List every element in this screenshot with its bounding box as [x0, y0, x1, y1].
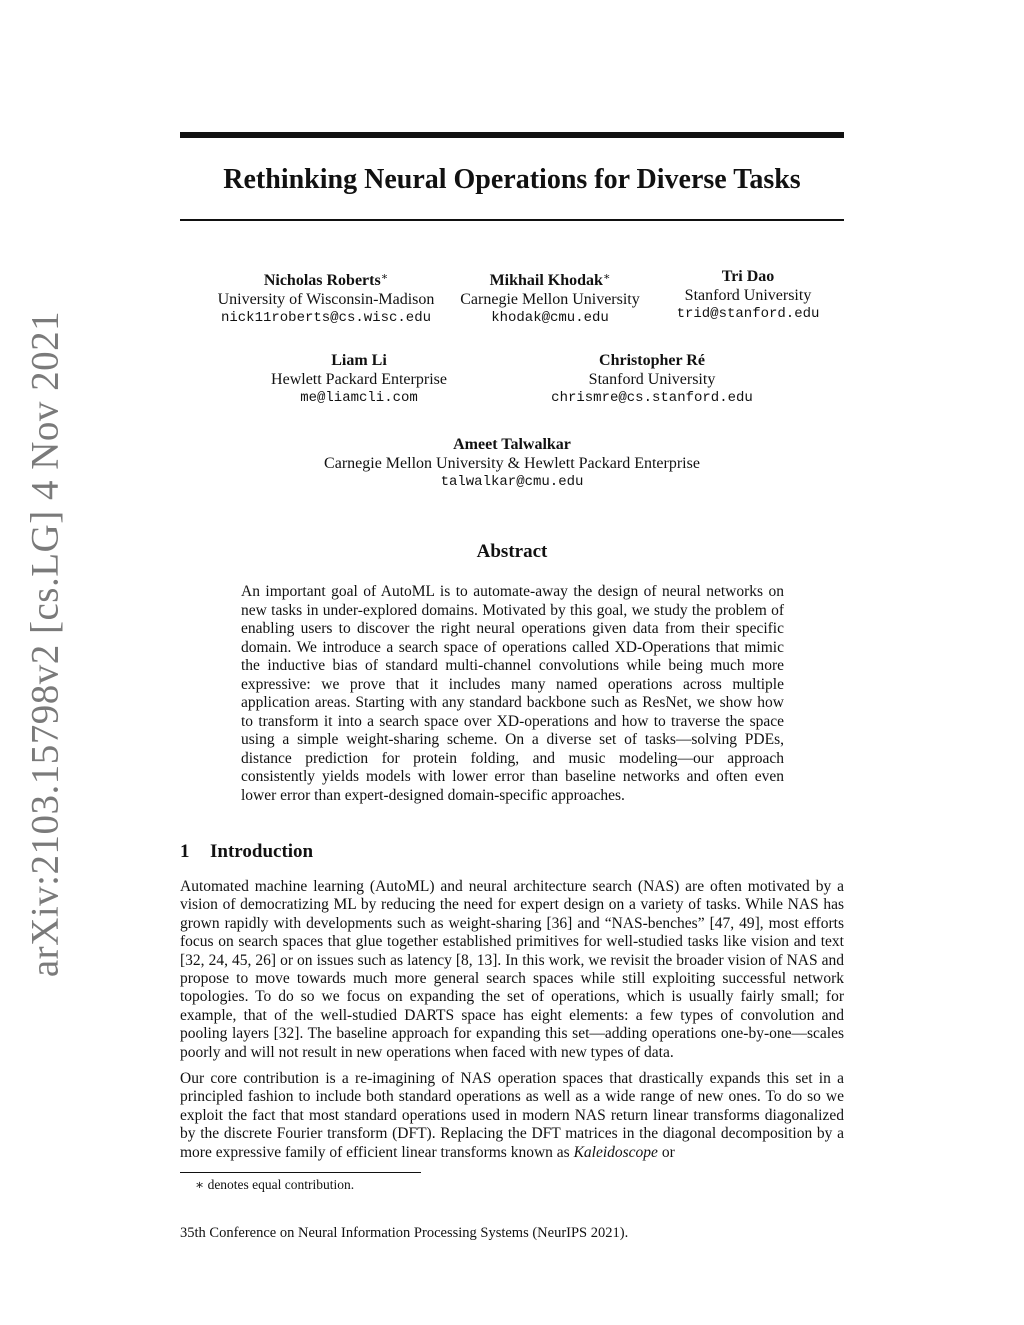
author-email: khodak@cmu.edu — [491, 310, 609, 326]
author-block — [536, 352, 768, 408]
section-number: 1 — [180, 841, 190, 862]
abstract-text: An important goal of AutoML is to automate-away the design of neural networks on new tasks in under-explored domains. Motivated by this goal, we study the problem of enabling users to discover the right neural operations given data from their specific domain. We introduce a search space of operations called XD-Operations that mimic the inductive bias of standard multi-channel convolutions while being much more expressive: we prove that it includes many named operations across multiple application areas. Starting with any standard backbone such as ResNet, we show how to transform it into a search space over XD-operations and how to traverse the space using a simple weight-sharing scheme. On a diverse set of tasks—solving PDEs, distance prediction for protein folding, and music modeling—our approach consistently yields models with lower error than baseline networks and often even lower error than expert-designed domain-specific approaches. — [241, 583, 784, 804]
author-email: talwalkar@cmu.edu — [440, 474, 584, 490]
intro-paragraph-1: Automated machine learning (AutoML) and neural architecture search (NAS) are often motivated by a vision of democratizing ML by reducing the need for expert design on a variety of tasks. While NAS has grown rapidly with developments such as weight-sharing [36] and “NAS-benches” [47, 49], most efforts focus on search spaces that glue together established primitives for well-studied tasks like vision and text [32, 24, 45, 26] or on issues such as latency [8, 13]. In this work, we revisit the broader vision of NAS and propose to move towards much more general search spaces while still exploiting successful network topologies. To do so we focus on expanding the set of operations, which is usually fairly small; for example, that of the well-studied DARTS space has eight elements: a few types of convolution and pooling layers [32]. The baseline approach for expanding this set—adding operations one-by-one—scales poorly and will not result in new operations when faced with new types of data. — [180, 878, 844, 1061]
section-heading — [180, 841, 313, 863]
author-affiliation: Stanford University — [684, 286, 812, 304]
author-name: Liam Li — [331, 352, 387, 369]
author-block — [262, 436, 762, 492]
paper-title: Rethinking Neural Operations for Diverse Tasks — [223, 164, 801, 195]
author-name: Ameet Talwalkar — [453, 436, 571, 453]
footnote — [180, 1177, 354, 1193]
author-email: trid@stanford.edu — [676, 306, 820, 322]
author-name: Nicholas Roberts∗ — [263, 271, 389, 289]
section-title: Introduction — [210, 841, 314, 862]
conference-footer: 35th Conference on Neural Information Processing Systems (NeurIPS 2021). — [180, 1225, 629, 1241]
author-affiliation: Stanford University — [588, 370, 716, 388]
author-block — [249, 352, 469, 408]
paragraph-text: Our core contribution is a re-imagining of NAS operation spaces that drastically expands this set in a principled fashion to include both standard operations as well as a wide range of new ones. To do so we exploit the fact that most standard operations used in modern NAS return linear transforms diagonalized by the discrete Fourier transform (DFT). Replacing the DFT matrices in the diagonal decomposition by a more expressive family of efficient linear transforms known as — [180, 1070, 844, 1161]
author-block — [196, 268, 456, 328]
author-affiliation: University of Wisconsin-Madison — [217, 290, 435, 308]
arxiv-identifier: arXiv:2103.15798v2 [cs.LG] 4 Nov 2021 — [23, 310, 67, 978]
footnote-symbol: ∗ — [195, 1177, 205, 1192]
title-top-rule — [180, 132, 844, 138]
author-affiliation: Carnegie Mellon University & Hewlett Packard Enterprise — [324, 454, 700, 472]
author-email: nick11roberts@cs.wisc.edu — [220, 310, 432, 326]
author-name: Mikhail Khodak∗ — [489, 271, 611, 289]
author-affiliation: Carnegie Mellon University — [460, 290, 640, 308]
author-email: chrismre@cs.stanford.edu — [551, 390, 753, 406]
footnote-rule — [180, 1172, 421, 1173]
author-affiliation: Hewlett Packard Enterprise — [271, 370, 447, 388]
author-block — [668, 268, 828, 324]
paragraph-text-tail: or — [661, 1143, 675, 1161]
author-name: Christopher Ré — [599, 352, 705, 369]
author-email: me@liamcli.com — [300, 390, 418, 406]
author-name: Tri Dao — [721, 268, 775, 285]
footnote-text: denotes equal contribution. — [207, 1177, 355, 1192]
title-bottom-rule — [180, 219, 844, 221]
author-block — [440, 268, 660, 328]
paragraph-italic-term: Kaleidoscope — [573, 1143, 658, 1161]
intro-paragraph-2 — [180, 1070, 844, 1162]
abstract-heading: Abstract — [476, 541, 548, 562]
